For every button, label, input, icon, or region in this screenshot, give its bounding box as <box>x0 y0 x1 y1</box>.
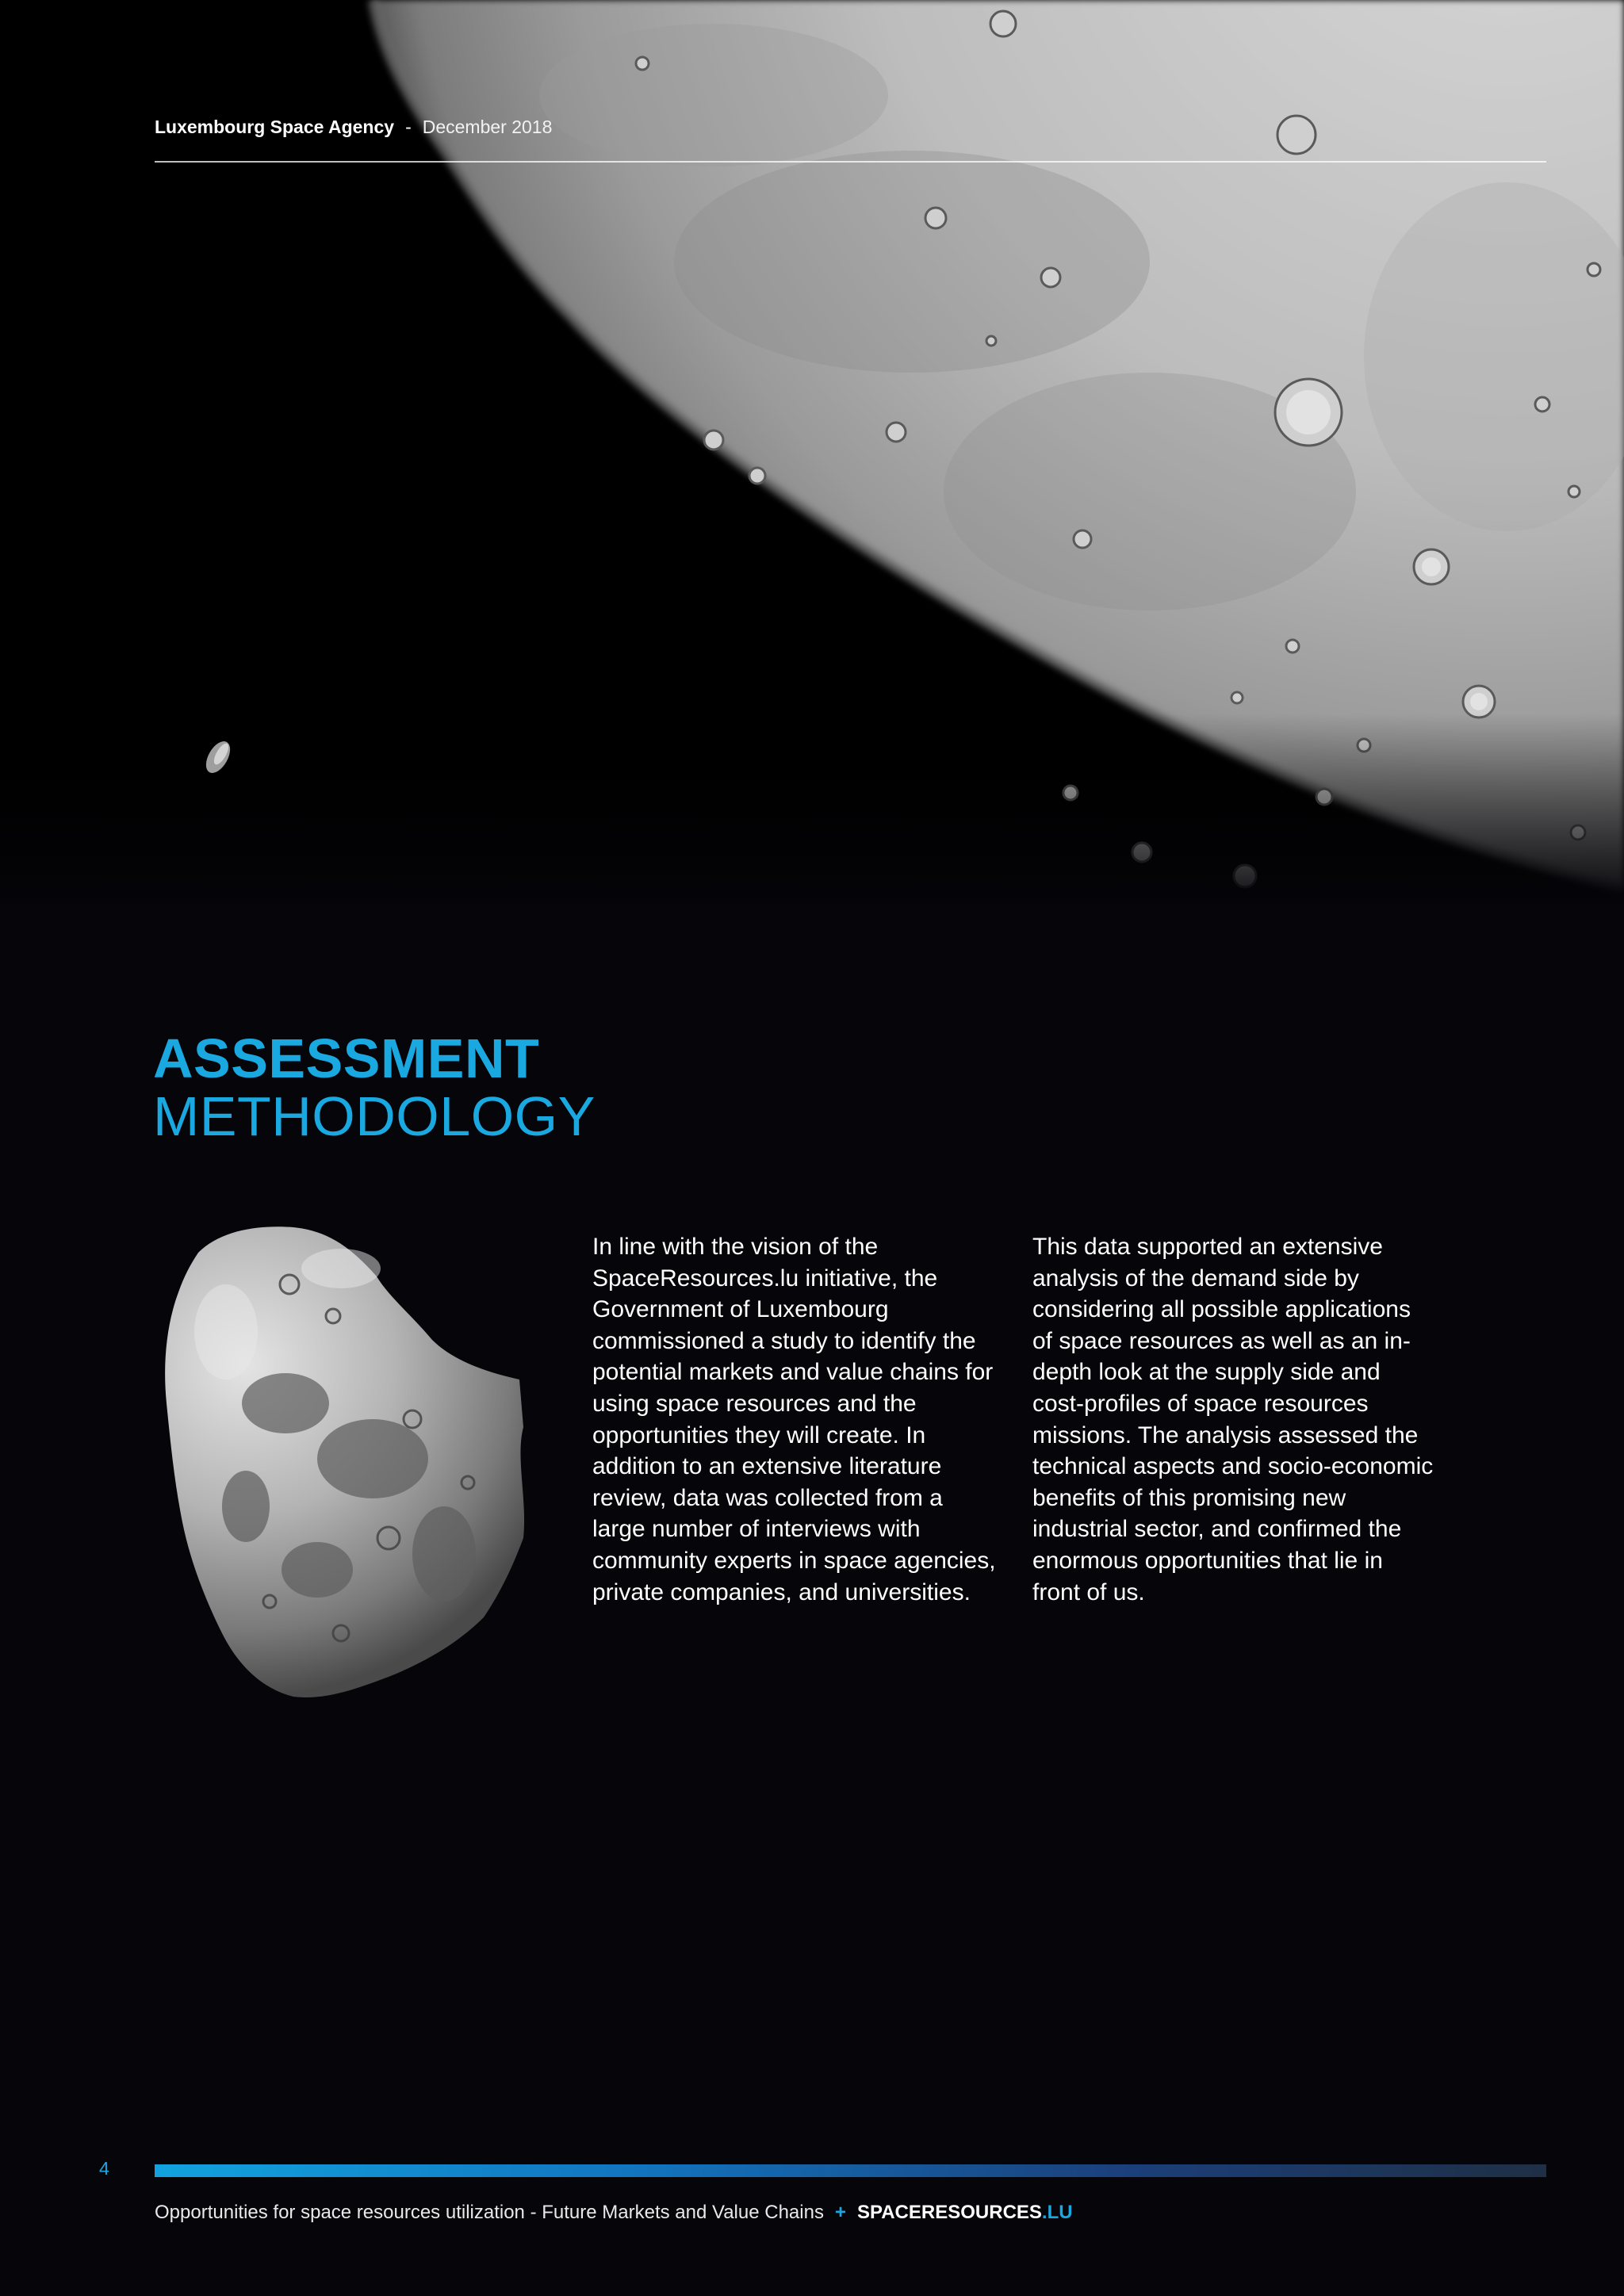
footer-brand-suffix: .LU <box>1041 2202 1073 2223</box>
asteroid-image <box>151 1221 531 1712</box>
publication-date: December 2018 <box>422 116 553 137</box>
footer-gradient-bar <box>155 2164 1546 2177</box>
body-paragraph-1: In line with the vision of the SpaceResources.lu initiative, the Government of Luxembourg commissioned a study to identify the potential markets and value chains for using space resources and the opportunities they will create. In addition to an extensive literature review, data was collected from a large number of interviews with community experts in space agencies, private companies, and universities. <box>592 1234 996 1605</box>
body-paragraph-2: This data supported an extensive analysis of the demand side by considering all possible applications of space resources as well as an in-depth look at the supply side and cost-profiles of space resources missions. The analysis assessed the technical aspects and socio-economic benefits of this promising new industrial sector, and confirmed the enormous opportunities that lie in front of us. <box>1032 1234 1434 1605</box>
footer-star-icon: + <box>834 2202 846 2223</box>
footer <box>155 2199 1073 2226</box>
body-column-2 <box>1032 1231 1437 1608</box>
header <box>155 111 1546 143</box>
section-title-line1: ASSESSMENT <box>153 1027 540 1089</box>
section-title <box>153 1027 596 1147</box>
footer-brand: SPACERESOURCES <box>856 2202 1042 2223</box>
body-column-1 <box>592 1231 997 1608</box>
header-divider <box>155 161 1546 163</box>
agency-name: Luxembourg Space Agency <box>155 116 395 137</box>
footer-publication-title: Opportunities for space resources utilization - Future Markets and Value Chains <box>155 2202 824 2223</box>
header-separator: - <box>405 116 412 137</box>
section-title-line2: METHODOLOGY <box>153 1085 596 1147</box>
page-number: 4 <box>99 2158 109 2179</box>
